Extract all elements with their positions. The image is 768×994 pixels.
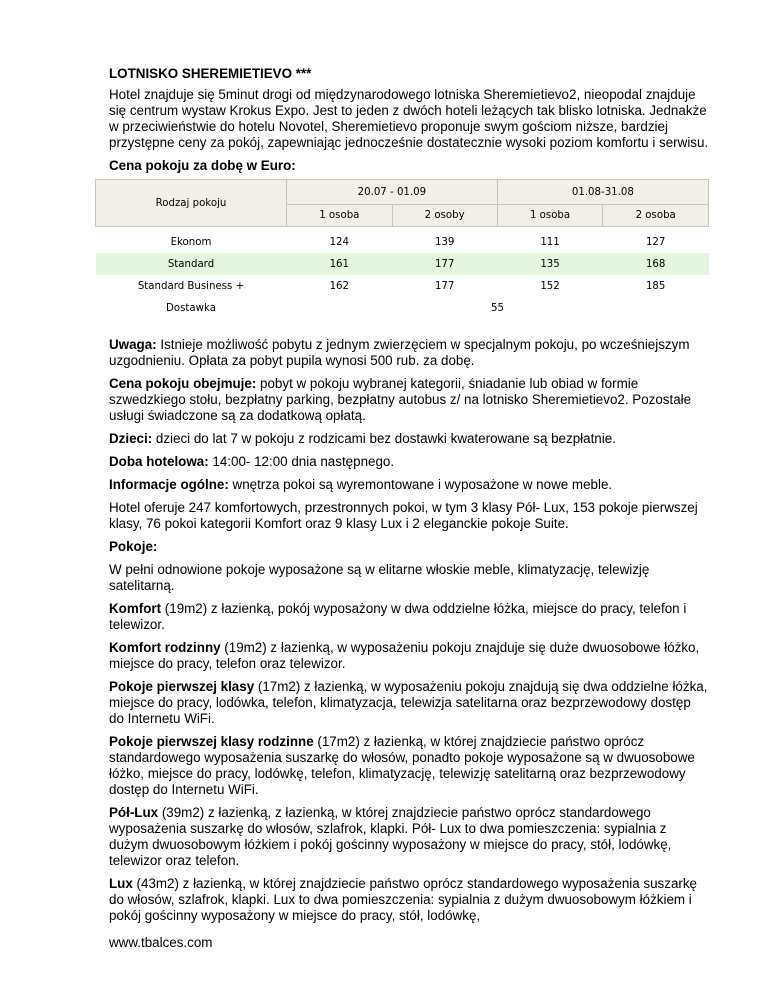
- price-cell: 124: [329, 236, 350, 248]
- row-name: Standard Business +: [137, 280, 245, 292]
- room-paragraph: Pokoje pierwszej klasy (17m2) z łazienką, w wyposażeniu pokoju znajdują się dwa oddzielne łóżka, miejsce do pracy, lodówka, telefon, klimatyzacja, telewizja satelitarna oraz bezprzewodowy dostęp do Internetu WiFi.: [109, 679, 708, 726]
- table-row: [96, 297, 709, 319]
- price-cell: 168: [603, 253, 709, 275]
- price-cell: 161: [287, 253, 393, 275]
- hotel-title: LOTNISKO SHEREMIETIEVO ***: [109, 66, 312, 81]
- price-table: [95, 179, 709, 319]
- rooms-heading: Pokoje:: [109, 539, 158, 554]
- room-paragraph: Lux (43m2) z łazienką, w której znajdziecie państwo oprócz standardowego wyposażenia suszarkę do włosów, szlafrok, klapki. Lux to dwa pomieszczenia: sypialnia z dużym dwuosobowym łóżkiem i pokój gościnny wyposażony w miejsce do pracy, stół, lodówkę,: [109, 876, 697, 923]
- price-cell: 127: [645, 236, 666, 248]
- sub-header: 1 osoba: [497, 205, 603, 227]
- sub-header: 1 osoba: [287, 205, 393, 227]
- period-2-header: 01.08-31.08: [497, 180, 708, 205]
- price-cell: 185: [645, 280, 666, 292]
- extra-bed-price: 55: [491, 302, 504, 314]
- row-name: Standard: [96, 253, 287, 275]
- sub-header: 2 osoby: [392, 205, 497, 227]
- room-paragraph: Pół-Lux (39m2) z łazienką, z łazienką, w której znajdziecie państwo oprócz standardowego wyposażenia suszarkę do włosów, szlafrok, klapki. Pół- Lux to dwa pomieszczenia: sypialnia z dużym dwuosobowym łóżkiem i pokój gościnny wyposażony w miejsce do pracy, stół, lodówkę, telewizor oraz telefon.: [109, 805, 672, 868]
- offer-paragraph: Hotel oferuje 247 komfortowych, przestronnych pokoi, w tym 3 klasy Pół- Lux, 153 pokoje pierwszej klasy, 76 pokoi kategorii Komfort oraz 9 klasy Lux i 2 eleganckie pokoje Suite.: [109, 500, 698, 531]
- price-cell: 135: [497, 253, 603, 275]
- children-paragraph: Dzieci: dzieci do lat 7 w pokoju z rodzicami bez dostawki kwaterowane są bezpłatnie.: [109, 431, 616, 446]
- sub-header: 2 osoba: [603, 205, 709, 227]
- row-name: Dostawka: [166, 302, 216, 314]
- general-info-paragraph: Informacje ogólne: wnętrza pokoi są wyremontowane i wyposażone w nowe meble.: [109, 477, 613, 492]
- room-paragraph: Pokoje pierwszej klasy rodzinne (17m2) z łazienką, w której znajdziecie państwo oprócz standardowego wyposażenia suszarkę do włosów, ponadto pokoje wyposażone są w dwuosobowe łóżko, miejsce do pracy, lodówkę, telefon, klimatyzację, telewizję satelitarną oraz bezprzewodowy dostęp do Internetu WiFi.: [109, 734, 695, 797]
- period-1-header: 20.07 - 01.09: [287, 180, 498, 205]
- room-paragraph: Komfort rodzinny (19m2) z łazienką, w wyposażeniu pokoju znajduje się duże dwuosobowe łóżko, miejsce do pracy, telefon oraz telewizor.: [109, 640, 700, 671]
- price-cell: 177: [392, 253, 497, 275]
- checkin-paragraph: Doba hotelowa: 14:00- 12:00 dnia następnego.: [109, 454, 395, 469]
- footer-url: www.tbalces.com: [109, 935, 213, 950]
- room-paragraph: Komfort (19m2) z łazienką, pokój wyposażony w dwa oddzielne łóżka, miejsce do pracy, telefon i telewizor.: [109, 601, 687, 632]
- price-cell: 139: [434, 236, 455, 248]
- price-heading: Cena pokoju za dobę w Euro:: [109, 158, 296, 173]
- document-body: [109, 58, 709, 931]
- room-type-header: Rodzaj pokoju: [96, 180, 287, 227]
- table-row: [96, 253, 709, 275]
- price-cell: 111: [540, 236, 560, 248]
- table-row: [96, 231, 709, 253]
- rooms-intro: W pełni odnowione pokoje wyposażone są w elitarne włoskie meble, klimatyzację, telewizję satelitarną.: [109, 562, 650, 593]
- table-row: [96, 275, 709, 297]
- note-paragraph: Uwaga: Istnieje możliwość pobytu z jednym zwierzęciem w specjalnym pokoju, po wcześniejszym uzgodnieniu. Opłata za pobyt pupila wynosi 500 rub. za dobę.: [109, 337, 690, 368]
- row-name: Ekonom: [170, 236, 212, 248]
- price-includes-paragraph: Cena pokoju obejmuje: pobyt w pokoju wybranej kategorii, śniadanie lub obiad w formie szwedzkiego stołu, bezpłatny parking, bezpłatny autobus z/ na lotnisko Sheremietievo2. Pozostałe usługi świadczone są za dodatkową opłatą.: [109, 376, 692, 423]
- price-cell: 177: [434, 280, 455, 292]
- price-cell: 162: [329, 280, 350, 292]
- intro-paragraph: Hotel znajduje się 5minut drogi od międzynarodowego lotniska Sheremietievo2, nieopodal znajduje się centrum wystaw Krokus Expo. Jest to jeden z dwóch hoteli leżących tak blisko lotniska. Jednakże w przeciwieństwie do hotelu Novotel, Sheremietievo proponuje swym gościom niższe, bardziej przystępne ceny za pokój, zapewniając jednocześnie dostatecznie wysoki poziom komfortu i serwisu.: [109, 87, 709, 150]
- price-cell: 152: [540, 280, 560, 292]
